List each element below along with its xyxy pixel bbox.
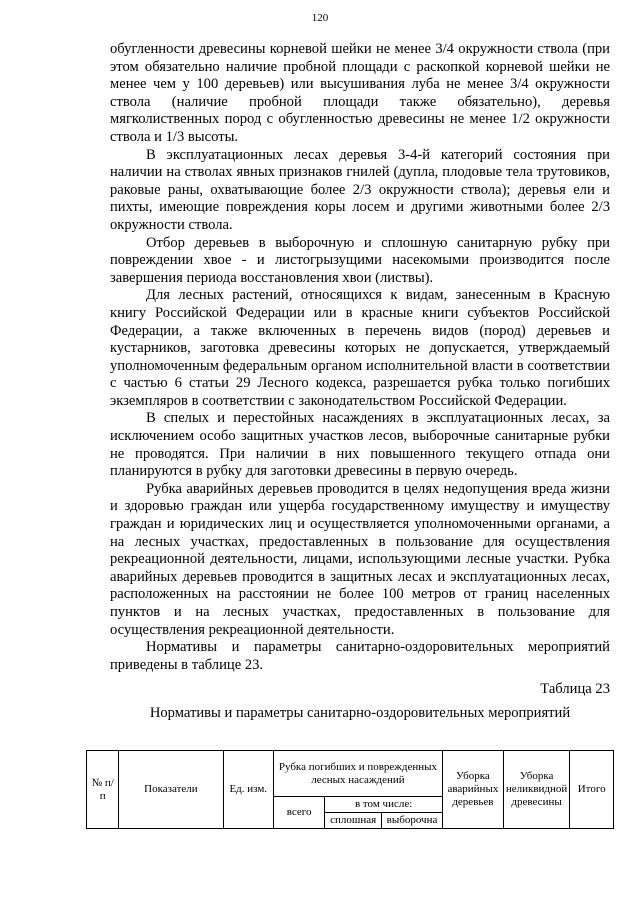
page-number: 120 <box>311 12 329 24</box>
paragraph: В эксплуатационных лесах деревья 3-4-й категорий состояния при наличии на стволах явных признаков гнилей (дупла, плодовые тела трутовиков, раковые раны, охватывающие более 2/3 окружности ствола); деревья ели и пихты, имеющие повреждения коры лосем и другими животными более 2/3 окружности ствола. <box>110 146 610 233</box>
paragraph: обугленности древесины корневой шейки не менее 3/4 окружности ствола (при этом обязательно наличие пробной площади с раскопкой корневой шейки не менее чем у 100 деревьев) или высушивания луба не менее 3/4 окружности ствола (наличие пробной площади также обязательно), деревья мягколиственных пород с обугленностью древесины не менее 1/2 окружности ствола и 1/3 высоты. <box>110 41 610 145</box>
header-emergency: Уборка аварийных деревьев <box>442 751 503 829</box>
header-total: Итого <box>570 751 614 829</box>
header-indicators: Показатели <box>119 751 223 829</box>
header-num: № п/п <box>87 751 119 829</box>
table-title: Нормативы и параметры санитарно-оздоровительных мероприятий <box>149 704 571 721</box>
header-felling: Рубка погибших и поврежденных лесных насаждений <box>273 751 442 797</box>
paragraph: Рубка аварийных деревьев проводится в целях недопущения вреда жизни и здоровью граждан или ущерба государственному имуществу и имуществу граждан и юридических лиц и осуществляется уполномоченными органами, а на лесных участках, предоставленных в пользование для осуществления рекреационной деятельности, лицами, использующими лесные участки. Рубка аварийных деревьев проводится в защитных лесах и эксплуатационных лесах, расположенных на расстоянии не более 100 метров от границ населенных пунктов и на лесных участках, предоставленных в пользование для осуществления рекреационной деятельности. <box>110 480 610 638</box>
paragraph: Отбор деревьев в выборочную и сплошную санитарную рубку при повреждении хвое - и листогрызущими насекомыми производится после завершения периода восстановления хвои (листвы). <box>110 234 610 286</box>
header-total-sub: всего <box>273 797 324 829</box>
header-clear: сплошная <box>325 813 382 829</box>
paragraph: Нормативы и параметры санитарно-оздоровительных мероприятий приведены в таблице 23. <box>110 639 610 673</box>
header-selective: выборочна <box>382 813 443 829</box>
header-including: в том числе: <box>325 797 443 813</box>
header-nonliquid: Уборка неликвидной древесины <box>503 751 569 829</box>
document-body <box>110 41 610 723</box>
header-unit: Ед. изм. <box>223 751 273 829</box>
paragraph: Для лесных растений, относящихся к видам, занесенным в Красную книгу Российской Федерации или в красные книги субъектов Российской Федерации, а также включенных в перечень видов (пород) деревьев и кустарников, заготовка древесины которых не допускается, утверждаемый уполномоченным федеральным органом исполнительной власти в соответствии с частью 6 статьи 29 Лесного кодекса, разрешается рубка только погибших экземпляров в соответствии с законодательством Российской Федерации. <box>110 287 610 409</box>
norms-table <box>86 750 614 829</box>
table-number: Таблица 23 <box>540 681 610 698</box>
paragraph: В спелых и перестойных насаждениях в эксплуатационных лесах, за исключением особо защитных участков лесов, выборочные санитарные рубки не проводятся. При наличии в них повышенного текущего отпада они планируются в рубку для заготовки древесины в первую очередь. <box>110 410 610 480</box>
